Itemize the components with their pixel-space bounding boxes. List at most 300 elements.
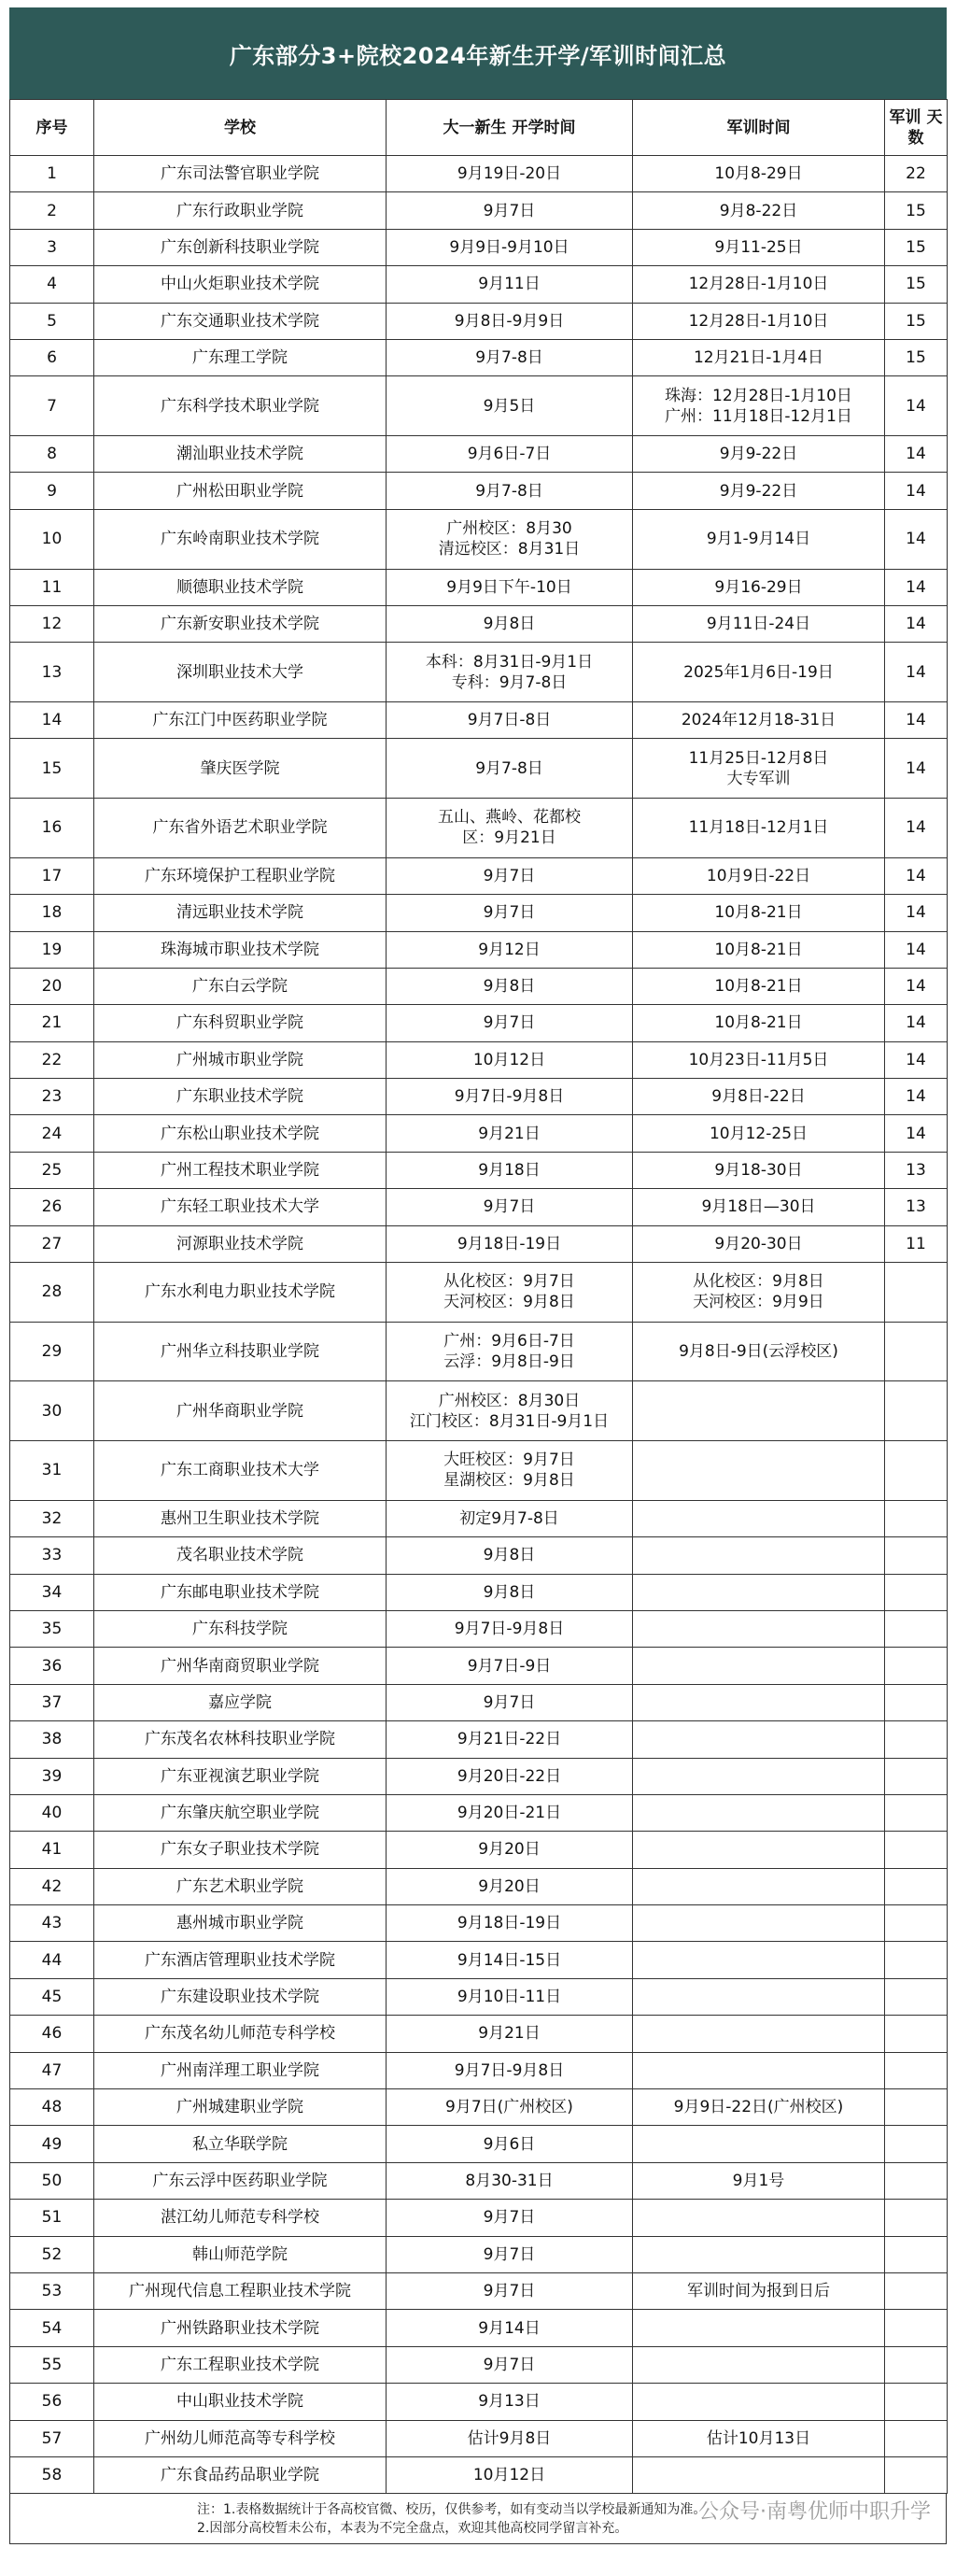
start-time-line: 星湖校区：9月8日 — [443, 1471, 575, 1491]
table-row — [10, 2126, 948, 2162]
table-row — [10, 799, 948, 858]
table-row — [10, 1381, 948, 1441]
cell-training-time — [633, 701, 885, 738]
cell-index: 16 — [10, 799, 94, 858]
cell-school: 清远职业技术学院 — [94, 895, 387, 931]
table-row — [10, 1648, 948, 1684]
cell-training-days — [885, 2420, 948, 2456]
cell-school: 广州华南商贸职业学院 — [94, 1648, 387, 1684]
cell-school: 广东建设职业技术学院 — [94, 1978, 387, 2015]
table-row — [10, 156, 948, 192]
cell-training-days: 15 — [885, 266, 948, 303]
training-time-line: 9月1号 — [732, 2172, 785, 2190]
cell-training-time — [633, 1381, 885, 1441]
cell-start-time — [387, 799, 633, 858]
cell-training-time — [633, 1041, 885, 1078]
cell-training-days: 14 — [885, 1079, 948, 1115]
cell-training-time — [633, 1441, 885, 1501]
table-row — [10, 303, 948, 339]
cell-start-time — [387, 1905, 633, 1942]
start-time-line: 9月7日-9月8日 — [454, 1620, 565, 1639]
table-row — [10, 1079, 948, 1115]
cell-start-time — [387, 2200, 633, 2236]
cell-training-time — [633, 2200, 885, 2236]
cell-training-days: 15 — [885, 303, 948, 339]
cell-training-days — [885, 2016, 948, 2052]
cell-index: 55 — [10, 2346, 94, 2383]
table-row — [10, 2456, 948, 2493]
table-row — [10, 931, 948, 968]
start-time-line: 9月20日-22日 — [457, 1766, 562, 1786]
cell-index: 2 — [10, 192, 94, 229]
cell-school: 广东食品药品职业学院 — [94, 2456, 387, 2493]
table-row — [10, 1758, 948, 1794]
cell-start-time — [387, 931, 633, 968]
cell-training-time — [633, 1832, 885, 1868]
table-row — [10, 2016, 948, 2052]
cell-index: 4 — [10, 266, 94, 303]
start-time-line: 9月6日 — [483, 2134, 536, 2154]
cell-training-time — [633, 2236, 885, 2272]
table-row — [10, 1041, 948, 1078]
cell-index: 31 — [10, 1441, 94, 1501]
start-time-line: 9月11日 — [478, 275, 541, 294]
training-time-line: 10月8-21日 — [714, 940, 803, 959]
cell-training-days: 13 — [885, 1189, 948, 1225]
cell-start-time — [387, 436, 633, 473]
header-index: 序号 — [10, 100, 94, 156]
cell-school: 惠州城市职业学院 — [94, 1905, 387, 1942]
cell-school: 中山职业技术学院 — [94, 2384, 387, 2420]
cell-start-time — [387, 1225, 633, 1262]
cell-start-time — [387, 376, 633, 436]
cell-school: 广东交通职业技术学院 — [94, 303, 387, 339]
cell-start-time — [387, 1794, 633, 1831]
cell-training-time — [633, 2272, 885, 2309]
training-time-line: 广州：11月18日-12月1日 — [665, 406, 852, 426]
cell-training-time — [633, 229, 885, 265]
cell-training-time — [633, 1500, 885, 1536]
cell-training-days: 11 — [885, 1225, 948, 1262]
cell-training-time — [633, 799, 885, 858]
cell-start-time — [387, 1574, 633, 1610]
start-time-line: 9月9日-9月10日 — [449, 237, 569, 257]
cell-training-time — [633, 436, 885, 473]
training-time-line: 12月21日-1月4日 — [693, 348, 824, 368]
cell-training-time — [633, 2089, 885, 2126]
cell-training-days: 14 — [885, 895, 948, 931]
table-row — [10, 229, 948, 265]
cell-index: 41 — [10, 1832, 94, 1868]
cell-start-time — [387, 1441, 633, 1501]
cell-school: 广州铁路职业技术学院 — [94, 2310, 387, 2346]
table-row — [10, 376, 948, 436]
training-time-line: 9月9日-22日(广州校区) — [673, 2098, 844, 2117]
cell-training-days: 14 — [885, 569, 948, 605]
start-time-line: 区：9月21日 — [462, 828, 556, 848]
cell-training-days — [885, 2310, 948, 2346]
training-time-line: 10月9日-22日 — [706, 866, 811, 885]
header-training-days — [885, 100, 948, 156]
cell-training-time — [633, 739, 885, 799]
cell-start-time — [387, 1115, 633, 1152]
cell-index: 12 — [10, 605, 94, 642]
cell-start-time — [387, 1322, 633, 1381]
cell-school: 广东酒店管理职业技术学院 — [94, 1942, 387, 1978]
training-time-line: 天河校区：9月9日 — [693, 1293, 824, 1312]
cell-index: 17 — [10, 857, 94, 894]
start-time-line: 广州校区：8月30日 — [438, 1391, 581, 1410]
table-row — [10, 2384, 948, 2420]
table-row — [10, 1684, 948, 1720]
start-time-line: 9月20日 — [478, 1876, 541, 1896]
cell-training-time — [633, 569, 885, 605]
table-row — [10, 1500, 948, 1536]
cell-start-time — [387, 303, 633, 339]
cell-index: 28 — [10, 1263, 94, 1323]
table-row — [10, 569, 948, 605]
start-time-line: 9月6日-7日 — [467, 445, 552, 464]
cell-training-time — [633, 339, 885, 375]
start-time-line: 9月14日-15日 — [457, 1950, 562, 1970]
cell-training-time — [633, 1537, 885, 1574]
cell-start-time — [387, 2384, 633, 2420]
start-time-line: 9月7日 — [483, 201, 536, 220]
start-time-line: 广州：9月6日-7日 — [443, 1332, 575, 1352]
start-time-line: 9月8日 — [483, 977, 536, 997]
cell-school: 广东茂名幼儿师范专科学校 — [94, 2016, 387, 2052]
note-line-2: 2.因部分高校暂未公布，本表为不完全盘点，欢迎其他高校同学留言补充。 — [197, 2520, 628, 2536]
cell-school: 广州华立科技职业学院 — [94, 1322, 387, 1381]
cell-index: 22 — [10, 1041, 94, 1078]
cell-index: 56 — [10, 2384, 94, 2420]
cell-training-days: 14 — [885, 643, 948, 702]
cell-school: 广东新安职业技术学院 — [94, 605, 387, 642]
cell-training-days: 13 — [885, 1152, 948, 1188]
table-row — [10, 2420, 948, 2456]
training-time-line: 9月11日-24日 — [706, 615, 811, 634]
cell-training-days: 15 — [885, 229, 948, 265]
table-row — [10, 1794, 948, 1831]
training-time-line: 9月11-25日 — [714, 237, 803, 257]
cell-index: 7 — [10, 376, 94, 436]
start-time-line: 本科：8月31日-9月1日 — [425, 652, 594, 672]
cell-index: 47 — [10, 2052, 94, 2088]
cell-index: 20 — [10, 968, 94, 1004]
cell-school: 广东云浮中医药职业学院 — [94, 2162, 387, 2199]
cell-training-time — [633, 1758, 885, 1794]
cell-index: 10 — [10, 509, 94, 569]
cell-school: 广东艺术职业学院 — [94, 1868, 387, 1904]
cell-training-days — [885, 1537, 948, 1574]
cell-start-time — [387, 229, 633, 265]
cell-school: 茂名职业技术学院 — [94, 1537, 387, 1574]
cell-school: 广东女子职业技术学院 — [94, 1832, 387, 1868]
cell-index: 52 — [10, 2236, 94, 2272]
cell-start-time — [387, 1978, 633, 2015]
cell-training-days: 14 — [885, 701, 948, 738]
table-row — [10, 605, 948, 642]
cell-training-days: 15 — [885, 339, 948, 375]
cell-training-days: 14 — [885, 968, 948, 1004]
cell-start-time — [387, 1758, 633, 1794]
cell-training-days — [885, 1574, 948, 1610]
cell-school: 广东科技学院 — [94, 1610, 387, 1647]
table-row — [10, 1225, 948, 1262]
cell-training-time — [633, 1684, 885, 1720]
cell-index: 50 — [10, 2162, 94, 2199]
cell-training-time — [633, 2052, 885, 2088]
cell-training-time — [633, 473, 885, 509]
cell-training-days — [885, 2236, 948, 2272]
cell-training-time — [633, 1152, 885, 1188]
table-row — [10, 968, 948, 1004]
notes-box — [9, 2494, 947, 2544]
cell-index: 13 — [10, 643, 94, 702]
training-time-line: 9月8日-22日 — [711, 1087, 806, 1107]
cell-school: 广州华商职业学院 — [94, 1381, 387, 1441]
training-time-line: 9月9-22日 — [719, 481, 798, 501]
cell-training-days — [885, 1441, 948, 1501]
cell-school: 珠海城市职业技术学院 — [94, 931, 387, 968]
training-time-line: 12月28日-1月10日 — [688, 275, 829, 294]
cell-start-time — [387, 2310, 633, 2346]
cell-school: 广州松田职业学院 — [94, 473, 387, 509]
table-row — [10, 1868, 948, 1904]
table-header-row — [10, 100, 948, 156]
cell-index: 44 — [10, 1942, 94, 1978]
cell-training-time — [633, 376, 885, 436]
start-time-line: 9月21日-22日 — [457, 1730, 562, 1749]
cell-training-days — [885, 2126, 948, 2162]
table-row — [10, 2200, 948, 2236]
start-time-line: 9月7日 — [483, 866, 536, 885]
start-time-line: 9月20日 — [478, 1840, 541, 1860]
cell-training-days — [885, 2346, 948, 2383]
table-row — [10, 1905, 948, 1942]
cell-start-time — [387, 1189, 633, 1225]
start-time-line: 9月7日 — [483, 903, 536, 923]
cell-school: 中山火炬职业技术学院 — [94, 266, 387, 303]
cell-school: 广东行政职业学院 — [94, 192, 387, 229]
cell-start-time — [387, 339, 633, 375]
start-time-line: 9月18日-19日 — [457, 1914, 562, 1933]
cell-start-time — [387, 2162, 633, 2199]
cell-index: 3 — [10, 229, 94, 265]
header-days-line1: 军训 — [889, 107, 921, 127]
table-row — [10, 339, 948, 375]
cell-training-time — [633, 2310, 885, 2346]
start-time-line: 9月7-8日 — [475, 348, 543, 368]
cell-start-time — [387, 1005, 633, 1041]
cell-start-time — [387, 1500, 633, 1536]
start-time-line: 云浮：9月8日-9日 — [443, 1352, 575, 1372]
cell-start-time — [387, 701, 633, 738]
cell-index: 19 — [10, 931, 94, 968]
cell-index: 32 — [10, 1500, 94, 1536]
training-time-line: 估计10月13日 — [706, 2428, 811, 2448]
cell-school: 广州城市职业学院 — [94, 1041, 387, 1078]
cell-training-days: 14 — [885, 473, 948, 509]
training-time-line: 9月9-22日 — [719, 445, 798, 464]
training-time-line: 9月8日-9日(云浮校区) — [679, 1342, 838, 1362]
start-time-line: 9月8日 — [483, 615, 536, 634]
cell-school: 广州现代信息工程职业技术学院 — [94, 2272, 387, 2309]
training-time-line: 9月1-9月14日 — [706, 530, 811, 549]
table-row — [10, 1574, 948, 1610]
cell-start-time — [387, 1381, 633, 1441]
table-row — [10, 1005, 948, 1041]
cell-training-time — [633, 509, 885, 569]
cell-training-time — [633, 2126, 885, 2162]
cell-training-days — [885, 1263, 948, 1323]
start-time-line: 9月21日 — [478, 1124, 541, 1143]
table-row — [10, 2272, 948, 2309]
cell-school: 广东岭南职业技术学院 — [94, 509, 387, 569]
training-time-line: 12月28日-1月10日 — [688, 311, 829, 331]
cell-start-time — [387, 1684, 633, 1720]
table-row — [10, 2089, 948, 2126]
cell-index: 25 — [10, 1152, 94, 1188]
cell-school: 广州幼儿师范高等专科学校 — [94, 2420, 387, 2456]
training-time-line: 10月23日-11月5日 — [688, 1050, 829, 1069]
start-time-line: 江门校区：8月31日-9月1日 — [409, 1411, 610, 1431]
cell-training-time — [633, 895, 885, 931]
start-time-line: 9月12日 — [478, 940, 541, 959]
cell-training-time — [633, 931, 885, 968]
cell-index: 43 — [10, 1905, 94, 1942]
schedule-table — [9, 99, 948, 2494]
cell-training-time — [633, 266, 885, 303]
cell-training-days — [885, 1322, 948, 1381]
cell-start-time — [387, 643, 633, 702]
cell-school: 广东松山职业技术学院 — [94, 1115, 387, 1152]
cell-school: 惠州卫生职业技术学院 — [94, 1500, 387, 1536]
header-start-line2: 开学时间 — [512, 118, 576, 137]
cell-training-time — [633, 857, 885, 894]
cell-index: 15 — [10, 739, 94, 799]
table-body — [10, 156, 948, 2494]
cell-school: 广东白云学院 — [94, 968, 387, 1004]
cell-start-time — [387, 2456, 633, 2493]
table-row — [10, 436, 948, 473]
cell-school: 广东肇庆航空职业学院 — [94, 1794, 387, 1831]
cell-school: 广东科贸职业学院 — [94, 1005, 387, 1041]
cell-index: 27 — [10, 1225, 94, 1262]
start-time-line: 9月7日 — [483, 2208, 536, 2228]
cell-training-days: 14 — [885, 376, 948, 436]
header-start-line1: 大一新生 — [443, 118, 507, 137]
cell-training-time — [633, 643, 885, 702]
cell-training-days: 14 — [885, 739, 948, 799]
training-time-line: 珠海：12月28日-1月10日 — [665, 386, 852, 405]
table-row — [10, 2052, 948, 2088]
cell-training-days: 14 — [885, 857, 948, 894]
table-row — [10, 643, 948, 702]
cell-training-days — [885, 1978, 948, 2015]
cell-index: 9 — [10, 473, 94, 509]
training-time-line: 10月8-21日 — [714, 903, 803, 923]
table-row — [10, 2310, 948, 2346]
cell-index: 6 — [10, 339, 94, 375]
start-time-line: 10月12日 — [472, 1050, 546, 1069]
cell-school: 广东省外语艺术职业学院 — [94, 799, 387, 858]
cell-index: 51 — [10, 2200, 94, 2236]
cell-training-time — [633, 1225, 885, 1262]
start-time-line: 9月8日-9月9日 — [454, 311, 565, 331]
training-time-line: 大专军训 — [726, 769, 791, 788]
start-time-line: 从化校区：9月7日 — [443, 1272, 575, 1292]
cell-school: 广州南洋理工职业学院 — [94, 2052, 387, 2088]
start-time-line: 9月7日 — [483, 2244, 536, 2264]
cell-training-time — [633, 1322, 885, 1381]
cell-training-days — [885, 1942, 948, 1978]
table-row — [10, 1322, 948, 1381]
cell-training-time — [633, 1905, 885, 1942]
start-time-line: 9月7日 — [483, 2355, 536, 2374]
start-time-line: 9月10日-11日 — [457, 1988, 562, 2007]
cell-training-time — [633, 1868, 885, 1904]
table-row — [10, 1610, 948, 1647]
cell-start-time — [387, 857, 633, 894]
start-time-line: 9月7-8日 — [475, 481, 543, 501]
cell-training-time — [633, 1610, 885, 1647]
cell-training-days — [885, 1758, 948, 1794]
cell-training-days: 14 — [885, 1041, 948, 1078]
training-time-line: 从化校区：9月8日 — [693, 1272, 824, 1292]
cell-school: 广东工商职业技术大学 — [94, 1441, 387, 1501]
header-school: 学校 — [94, 100, 387, 156]
cell-start-time — [387, 192, 633, 229]
cell-training-time — [633, 1942, 885, 1978]
cell-training-time — [633, 1721, 885, 1758]
start-time-line: 9月7日 — [483, 2282, 536, 2301]
cell-training-time — [633, 1574, 885, 1610]
cell-school: 广东工程职业技术学院 — [94, 2346, 387, 2383]
table-row — [10, 1832, 948, 1868]
cell-school: 广州工程技术职业学院 — [94, 1152, 387, 1188]
cell-training-days — [885, 1905, 948, 1942]
cell-school: 河源职业技术学院 — [94, 1225, 387, 1262]
start-time-line: 9月7日-9日 — [467, 1656, 552, 1676]
cell-training-days — [885, 1721, 948, 1758]
training-time-line: 11月18日-12月1日 — [688, 818, 829, 838]
table-row — [10, 266, 948, 303]
cell-index: 58 — [10, 2456, 94, 2493]
training-time-line: 11月25日-12月8日 — [688, 748, 829, 768]
start-time-line: 9月18日-19日 — [457, 1234, 562, 1253]
training-time-line: 10月8-21日 — [714, 977, 803, 997]
cell-school: 潮汕职业技术学院 — [94, 436, 387, 473]
cell-training-days — [885, 1832, 948, 1868]
start-time-line: 9月7日-8日 — [467, 711, 552, 730]
training-time-line: 9月18日—30日 — [701, 1197, 816, 1217]
table-row — [10, 1721, 948, 1758]
cell-training-time — [633, 605, 885, 642]
cell-start-time — [387, 2126, 633, 2162]
start-time-line: 9月8日 — [483, 1546, 536, 1565]
training-time-line: 军训时间为报到日后 — [687, 2282, 830, 2301]
cell-training-time — [633, 2456, 885, 2493]
cell-training-days — [885, 1500, 948, 1536]
cell-start-time — [387, 895, 633, 931]
table-row — [10, 2346, 948, 2383]
cell-training-time — [633, 1794, 885, 1831]
cell-start-time — [387, 156, 633, 192]
cell-training-days — [885, 2162, 948, 2199]
start-time-line: 9月18日 — [478, 1161, 541, 1181]
page-title: 广东部分3+院校2024年新生开学/军训时间汇总 — [9, 7, 947, 99]
